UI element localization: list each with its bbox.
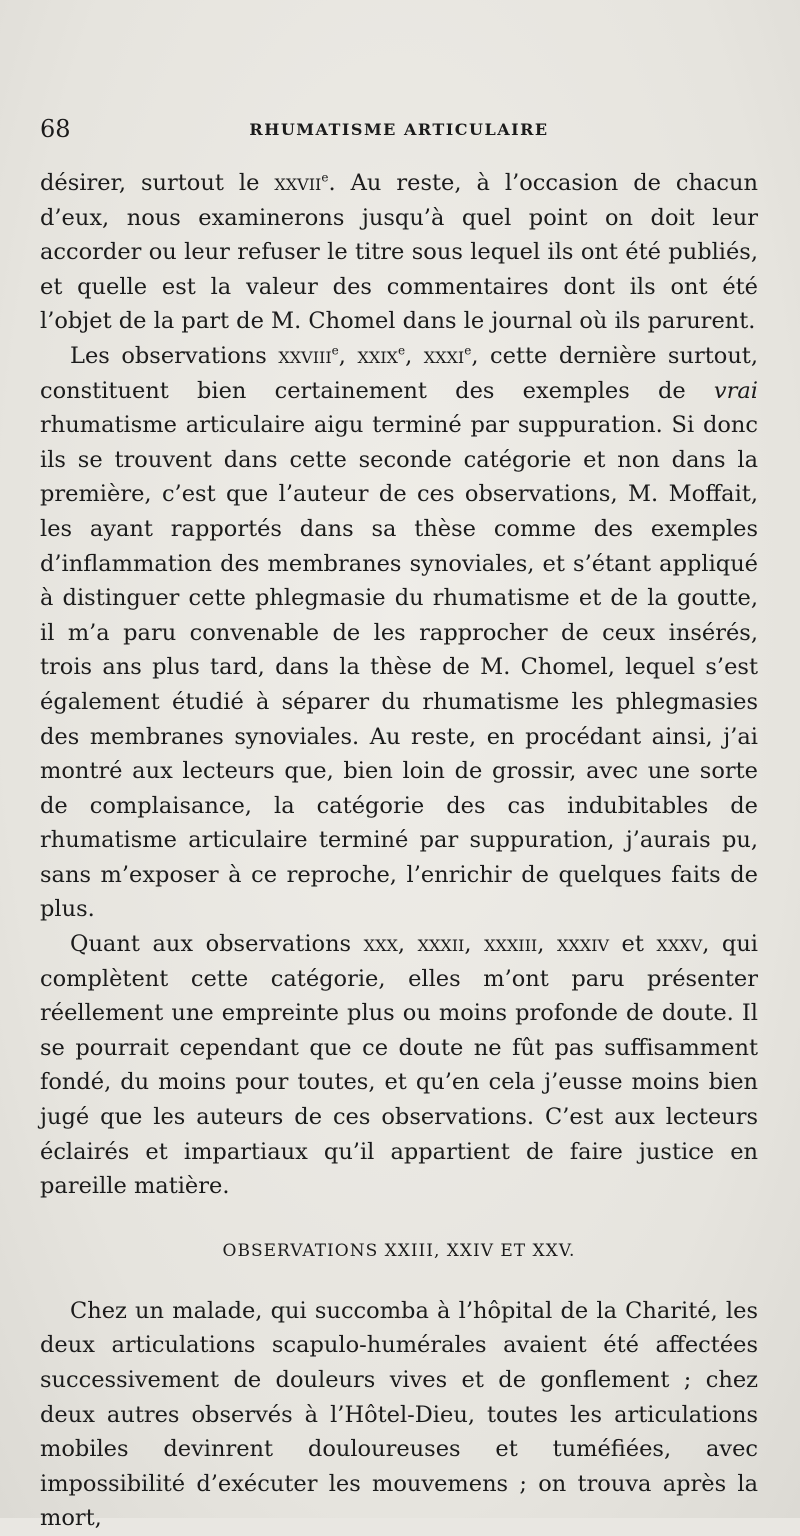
running-title: RHUMATISME ARTICULAIRE — [249, 120, 549, 139]
paragraph-3 — [40, 927, 758, 1204]
p1-text-a: désirer, surtout le — [40, 170, 275, 196]
p2-numeral-2: xxix — [357, 342, 398, 369]
paragraph-1 — [40, 166, 758, 339]
paragraph-4: Chez un malade, qui succomba à l’hôpital de la Charité, les deux articulations scapulo-humérales avaient été affectées successivement de douleurs vives et de gonflement ; chez deux autres observés à l’Hôtel-Dieu, toutes les articulations mobiles devinrent douloureuses et tuméfiées, avec impossibilité d’exécuter les mouvemens ; on trouva après la mort, — [40, 1297, 758, 1532]
p2-text-b: , cette dernière surtout, constituent bien certainement des exemples de — [40, 342, 759, 404]
p3-sep-4: et — [609, 931, 657, 958]
running-head — [40, 112, 758, 146]
p1-superscript: e — [321, 170, 329, 185]
p2-emphasis: vrai — [713, 377, 758, 404]
p3-numeral-4: xxxiv — [556, 931, 609, 958]
p3-numeral-1: xxx — [363, 931, 398, 958]
p3-sep-3: , — [537, 931, 557, 958]
p3-numeral-2: xxxii — [417, 931, 465, 958]
p3-sep-1: , — [397, 931, 418, 958]
p3-numeral-5: xxxv — [656, 931, 703, 958]
p2-comma-2: , — [405, 342, 424, 369]
p3-text-a: Quant aux observations — [70, 931, 364, 958]
p2-superscript-1: e — [331, 343, 339, 358]
body-text — [40, 166, 758, 1536]
p2-comma-1: , — [338, 342, 358, 369]
p3-sep-2: , — [464, 931, 485, 958]
p3-text-b: , qui complètent cette catégorie, elles m’ont paru présenter réellement une empreinte plus ou moins profonde de doute. Il se pourrait cependant que ce doute ne fût pas suffisamment fondé, du moins pour toutes, et qu’en cela j’eusse moins bien jugé que les auteurs de ces observations. C’est aux lecteurs éclairés et impartiaux qu’il appartient de faire justice en pareille matière. — [40, 931, 759, 1200]
section-heading: OBSERVATIONS XXIII, XXIV ET XXV. — [222, 1240, 576, 1261]
p2-text-c: rhumatisme articulaire aigu terminé par suppuration. Si donc ils se trouvent dans cette seconde catégorie et non dans la première, c’est que l’auteur de ces observations, M. Moffait, les ayant rapportés dans sa thèse comme des exemples d’inflammation des membranes synoviales, et s’étant appliqué à distinguer cette phlegmasie du rhumatisme et de la goutte, il m’a paru convenable de les rapprocher de ceux insérés, trois ans plus tard, dans la thèse de M. Chomel, lequel s’est également étudié à séparer du rhumatisme les phlegmasies des membranes synoviales. Au reste, en procédant ainsi, j’ai montré aux lecteurs que, bien loin de grossir, avec une sorte de complaisance, la catégorie des cas indubitables de rhumatisme articulaire terminé par suppuration, j’aurais pu, sans m’exposer à ce reproche, l’enrichir de quelques faits de plus. — [40, 412, 758, 923]
p1-numeral: xxvii — [274, 170, 322, 196]
p2-numeral-3: xxxi — [423, 342, 465, 369]
p1-text-b: . Au reste, à l’occasion de chacun d’eux, nous examinerons jusqu’à quel point on doit leur accorder ou leur refuser le titre sous lequel ils ont été publiés, et quelle est la valeur des commentaires dont ils ont été l’objet de la part de M. Chomel dans le journal où ils parurent. — [40, 170, 758, 335]
p2-text-a: Les observations — [70, 342, 279, 369]
p2-superscript-2: e — [397, 343, 406, 358]
p2-numeral-1: xxviii — [278, 342, 332, 369]
p3-numeral-3: xxxiii — [484, 931, 538, 958]
p2-superscript-3: e — [464, 343, 472, 358]
page-number: 68 — [40, 115, 71, 143]
paragraph-2 — [40, 339, 758, 927]
